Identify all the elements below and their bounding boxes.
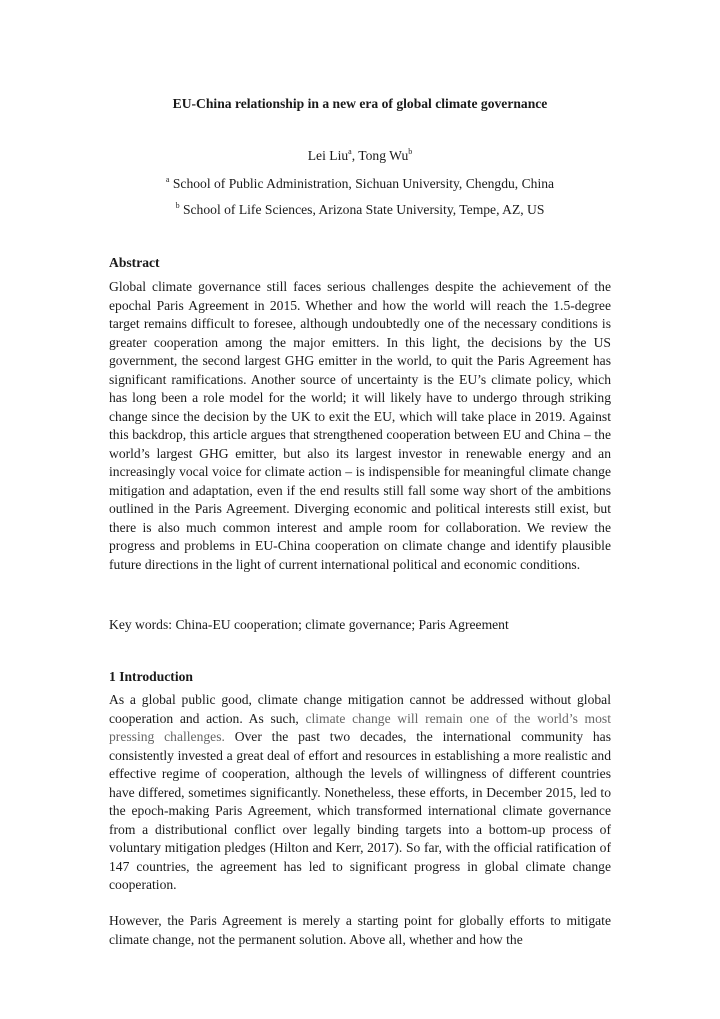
paragraph-text: As a global public good, climate change mitigation cannot be addressed without global cooperation and action. As such, [109, 692, 611, 726]
highlighted-text: climate change will remain one of the world’s most pressing challenges. [109, 710, 611, 744]
author-affiliation-mark: a [348, 147, 352, 156]
abstract-heading: Abstract [109, 255, 160, 270]
affiliation-a [0, 176, 720, 192]
affiliation-text: School of Life Sciences, Arizona State University, Tempe, AZ, US [179, 202, 545, 217]
author-name: Tong Wu [358, 148, 409, 163]
author-name: Lei Liu [307, 148, 349, 163]
paper-title: EU-China relationship in a new era of global climate governance [172, 96, 548, 111]
introduction-paragraph-1 [109, 691, 611, 895]
affiliation-mark: a [165, 175, 170, 184]
author-line [0, 148, 720, 164]
author-affiliation-mark: b [408, 147, 413, 156]
paragraph-text: Over the past two decades, the international community has consistently invested a great deal of effort and resources in establishing a more realistic and effective regime of cooperation, although the levels of willingness of different countries have differed, sometimes significantly. Nonetheless, these efforts, in December 2015, led to the epoch-making Paris Agreement, which transformed international climate governance from a distributional conflict over legally binding targets into a bottom-up process of voluntary mitigation pledges (Hilton and Kerr, 2017). So far, with the official ratification of 147 countries, the agreement has led to significant progress in global climate change cooperation. [109, 729, 611, 892]
affiliation-b [0, 202, 720, 218]
abstract-text: Global climate governance still faces serious challenges despite the achievement of the epochal Paris Agreement in 2015. Whether and how the world will reach the 1.5-degree target remains difficult to foresee, although undoubtedly one of the necessary conditions is greater cooperation among the major emitters. In this light, the decisions by the US government, the second largest GHG emitter in the world, to quit the Paris Agreement has significant ramifications. Another source of uncertainty is the EU’s climate policy, which has long been a role model for the world; it will likely have to undergo through striking change since the decision by the UK to exit the EU, which will take place in 2019. Against this backdrop, this article argues that strengthened cooperation between EU and China – the world’s largest GHG emitter, but also its largest investor in renewable energy and an increasingly vocal voice for climate action – is indispensible for meaningful climate change mitigation and adaptation, even if the end results still fall some way short of the ambitions outlined in the Paris Agreement. Diverging economic and political interests still exist, but there is also much common interest and ample room for collaboration. We review the progress and problems in EU-China cooperation on climate change and identify plausible future directions in the light of current international political and economic conditions. [109, 279, 611, 572]
affiliation-mark: b [175, 201, 180, 210]
keywords: Key words: China-EU cooperation; climate governance; Paris Agreement [109, 617, 509, 632]
author-separator: , [351, 148, 359, 163]
introduction-heading: 1 Introduction [109, 669, 193, 684]
affiliation-text: School of Public Administration, Sichuan University, Chengdu, China [169, 176, 555, 191]
introduction-paragraph-2: However, the Paris Agreement is merely a starting point for globally efforts to mitigate climate change, not the permanent solution. Above all, whether and how the [109, 913, 611, 947]
